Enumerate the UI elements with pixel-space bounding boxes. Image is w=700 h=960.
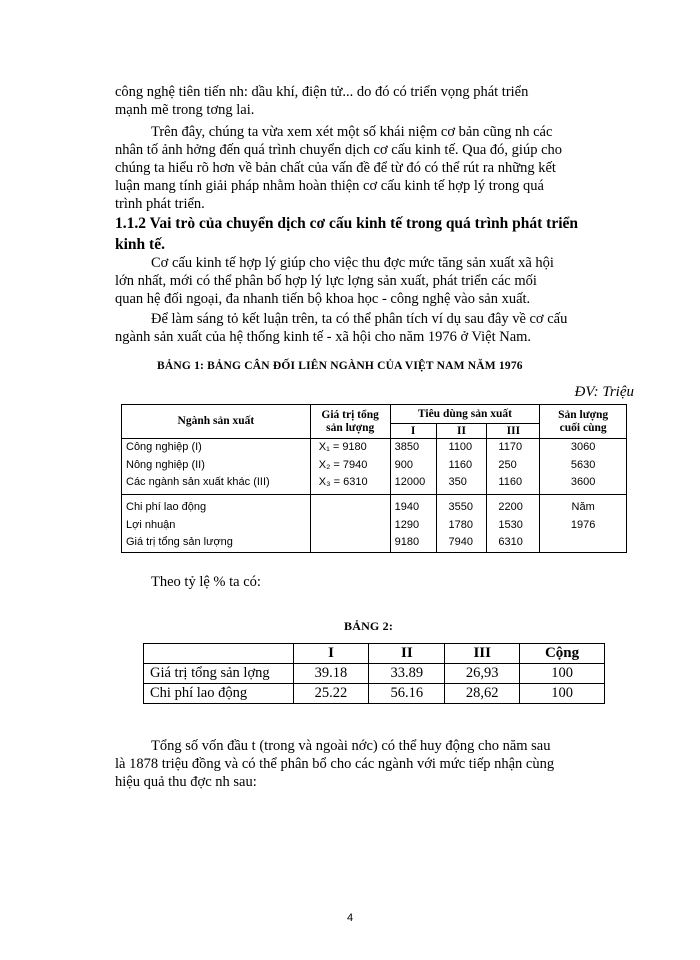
header-final-line: Sản lượng bbox=[558, 408, 609, 421]
text-line: chúng ta hiểu rõ hơn về bản chất của vấn đề để từ đó có thể rút ra những kết bbox=[115, 160, 556, 176]
value: 900 bbox=[394, 458, 413, 471]
text-line: Theo tỷ lệ % ta có: bbox=[151, 574, 261, 590]
value: 39.18 bbox=[293, 664, 369, 684]
row-label: Nông nghiệp (II) bbox=[126, 458, 205, 471]
col-I-cell bbox=[390, 439, 436, 495]
label-cell bbox=[122, 495, 311, 553]
text-line: luận mang tính giải pháp nhằm hoàn thiện cơ cấu kinh tế hợp lý trong quá bbox=[115, 178, 544, 194]
value: 100 bbox=[520, 684, 605, 704]
header-consumption: Tiêu dùng sản xuất bbox=[390, 405, 540, 424]
value: 28,62 bbox=[445, 684, 520, 704]
value: 1976 bbox=[570, 518, 596, 531]
paragraph-6 bbox=[115, 737, 635, 791]
text-line: Để làm sáng tỏ kết luận trên, ta có thể phân tích ví dụ sau đây về cơ cấu bbox=[151, 311, 568, 327]
text-line: quan hệ đối ngoại, đa nhanh tiến bộ khoa học - công nghệ vào sản xuất. bbox=[115, 291, 531, 307]
row-label: Giá trị tổng sản lợng bbox=[144, 664, 294, 684]
value: 12000 bbox=[394, 476, 426, 488]
row-label: Các ngành sản xuất khác (III) bbox=[126, 476, 270, 488]
table1-caption: BẢNG 1: BẢNG CÂN ĐỐI LIÊN NGÀNH CỦA VIỆT NAM NĂM 1976 bbox=[157, 360, 523, 372]
section-heading bbox=[115, 213, 640, 255]
value: 250 bbox=[498, 458, 517, 471]
text-line: công nghệ tiên tiến nh: dầu khí, điện tử... do đó có triển vọng phát triển bbox=[115, 84, 529, 100]
row-label: Lợi nhuận bbox=[126, 518, 176, 531]
value: Năm bbox=[571, 501, 595, 513]
page-number: 4 bbox=[346, 912, 354, 924]
t2-header-total: Cộng bbox=[520, 644, 605, 664]
table1-unit: ĐV: Triệu bbox=[574, 384, 634, 400]
header-col-III: III bbox=[487, 424, 540, 439]
header-col-II: II bbox=[436, 424, 487, 439]
value: 1100 bbox=[448, 441, 473, 453]
header-col-I: I bbox=[390, 424, 436, 439]
t2-header-I: I bbox=[293, 644, 369, 664]
gross-cell bbox=[310, 439, 390, 495]
paragraph-3 bbox=[115, 254, 635, 308]
paragraph-5 bbox=[151, 573, 671, 591]
col-III-cell bbox=[487, 495, 540, 553]
value: 25.22 bbox=[293, 684, 369, 704]
value: 100 bbox=[520, 664, 605, 684]
value: 6310 bbox=[498, 536, 523, 548]
col-II-cell bbox=[436, 439, 487, 495]
value: 26,93 bbox=[445, 664, 520, 684]
paragraph-1 bbox=[115, 83, 635, 119]
text-line: Cơ cấu kinh tế hợp lý giúp cho việc thu đợc mức tăng sản xuất xã hội bbox=[151, 255, 554, 271]
header-final-line: cuối cùng bbox=[559, 421, 607, 434]
header-final bbox=[540, 405, 627, 439]
table-1 bbox=[121, 404, 627, 553]
text-line: Trên đây, chúng ta vừa xem xét một số khái niệm cơ bản cũng nh các bbox=[151, 124, 553, 140]
value: 3550 bbox=[448, 501, 473, 513]
value: 1160 bbox=[498, 476, 523, 488]
heading-line: kinh tế. bbox=[115, 236, 165, 253]
text-line: mạnh mẽ trong tơng lai. bbox=[115, 102, 255, 118]
table-row bbox=[144, 684, 605, 704]
table2-caption: BẢNG 2: bbox=[344, 619, 394, 633]
value: 3600 bbox=[570, 476, 596, 488]
paragraph-4 bbox=[115, 310, 635, 346]
text-line: trình phát triển. bbox=[115, 196, 205, 212]
sector-cell bbox=[122, 439, 311, 495]
table-2 bbox=[143, 643, 605, 704]
header-sector: Ngành sản xuất bbox=[122, 405, 311, 439]
t2-header-II: II bbox=[369, 644, 445, 664]
text-line: Tổng số vốn đầu t (trong và ngoài nớc) có thể huy động cho năm sau bbox=[151, 738, 551, 754]
header-gross-line: sản lượng bbox=[326, 421, 375, 434]
value: X₁ = 9180 bbox=[318, 441, 367, 453]
col-I-cell bbox=[390, 495, 436, 553]
final-cell bbox=[540, 439, 627, 495]
text-line: hiệu quả thu đợc nh sau: bbox=[115, 774, 257, 790]
value: 1160 bbox=[448, 458, 473, 471]
text-line: ngành sản xuất của hệ thống kinh tế - xã hội cho năm 1976 ở Việt Nam. bbox=[115, 329, 532, 345]
t2-header-III: III bbox=[445, 644, 520, 664]
value: 1940 bbox=[394, 501, 420, 513]
table-row bbox=[144, 664, 605, 684]
value: X₂ = 7940 bbox=[318, 458, 368, 471]
col-II-cell bbox=[436, 495, 487, 553]
t2-header-empty bbox=[144, 644, 294, 664]
value: 350 bbox=[448, 476, 467, 488]
row-label: Công nghiệp (I) bbox=[126, 441, 202, 453]
final-cell bbox=[540, 495, 627, 553]
value: 33.89 bbox=[369, 664, 445, 684]
value: 1780 bbox=[448, 518, 473, 531]
header-gross bbox=[310, 405, 390, 439]
value: 1290 bbox=[394, 518, 420, 531]
text-line: là 1878 triệu đồng và có thể phân bổ cho các ngành với mức tiếp nhận cùng bbox=[115, 756, 555, 772]
value: 3060 bbox=[570, 441, 596, 453]
value: 7940 bbox=[448, 536, 473, 548]
value: 56.16 bbox=[369, 684, 445, 704]
value: 5630 bbox=[570, 458, 596, 471]
header-gross-line: Giá trị tổng bbox=[321, 408, 379, 421]
text-line: nhân tố ảnh hởng đến quá trình chuyển dịch cơ cấu kinh tế. Qua đó, giúp cho bbox=[115, 142, 563, 158]
text-line: lớn nhất, mới có thể phân bố hợp lý lực lợng sản xuất, phát triển các mối bbox=[115, 273, 537, 289]
heading-line: 1.1.2 Vai trò của chuyển dịch cơ cấu kinh tế trong quá trình phát triển bbox=[115, 215, 579, 232]
value: X₃ = 6310 bbox=[318, 476, 368, 488]
empty-cell bbox=[310, 495, 390, 553]
row-label: Chi phí lao động bbox=[144, 684, 294, 704]
value: 1170 bbox=[498, 441, 523, 453]
value: 9180 bbox=[394, 536, 420, 548]
row-label: Giá trị tổng sản lượng bbox=[126, 536, 233, 548]
value: 2200 bbox=[498, 501, 523, 513]
value: 3850 bbox=[394, 441, 420, 453]
value: 1530 bbox=[498, 518, 523, 531]
paragraph-2 bbox=[115, 123, 635, 213]
row-label: Chi phí lao động bbox=[126, 501, 207, 513]
col-III-cell bbox=[487, 439, 540, 495]
